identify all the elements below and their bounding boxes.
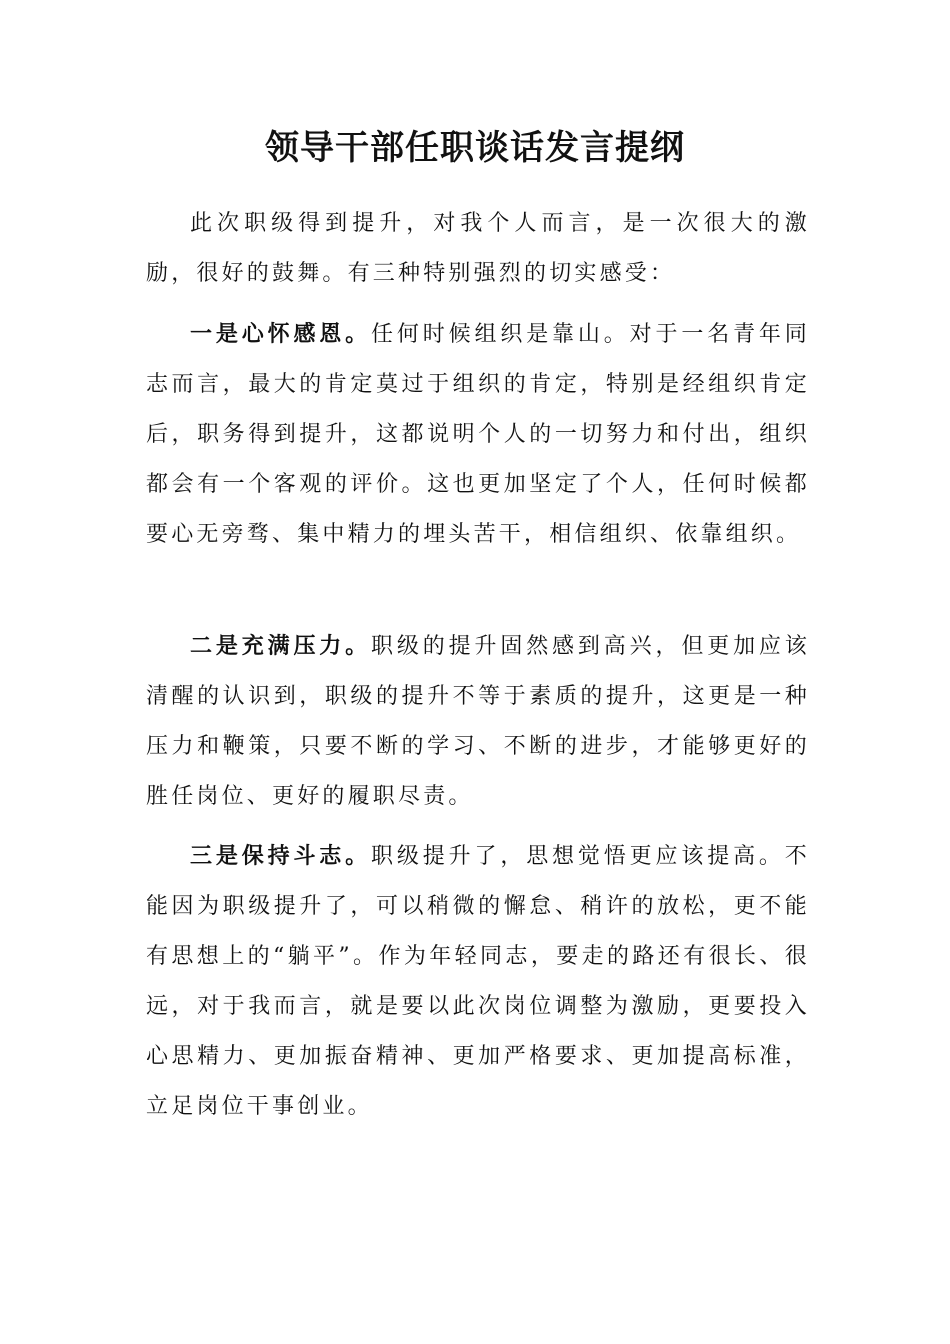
section-paragraph-3 [146, 831, 810, 1132]
section-body-1: 任何时候组织是靠山。对于一名青年同志而言，最大的肯定莫过于组织的肯定，特别是经组织肯定后，职务得到提升，这都说明个人的一切努力和付出，组织都会有一个客观的评价。这也更加坚定了个人，任何时候都要心无旁骛、集中精力的埋头苦干，相信组织、依靠组织。 [146, 322, 810, 547]
section-heading-2: 二是充满压力。 [190, 633, 372, 659]
section-paragraph-2 [146, 621, 810, 822]
section-heading-1: 一是心怀感恩。 [190, 321, 372, 347]
section-body-2: 职级的提升固然感到高兴，但更加应该清醒的认识到，职级的提升不等于素质的提升，这更是一种压力和鞭策，只要不断的学习、不断的进步，才能够更好的胜任岗位、更好的履职尽责。 [146, 634, 810, 809]
document-title: 领导干部任职谈话发言提纲 [265, 128, 685, 168]
section-paragraph-1 [146, 309, 810, 560]
section-body-3: 职级提升了，思想觉悟更应该提高。不能因为职级提升了，可以稍微的懈怠、稍许的放松，更不能有思想上的“躺平”。作为年轻同志，要走的路还有很长、很远，对于我而言，就是要以此次岗位调整为激励，更要投入心思精力、更加振奋精神、更加严格要求、更加提高标准，立足岗位干事创业。 [146, 844, 810, 1119]
section-heading-3: 三是保持斗志。 [190, 843, 372, 869]
intro-paragraph: 此次职级得到提升，对我个人而言，是一次很大的激励，很好的鼓舞。有三种特别强烈的切实感受： [146, 211, 810, 286]
